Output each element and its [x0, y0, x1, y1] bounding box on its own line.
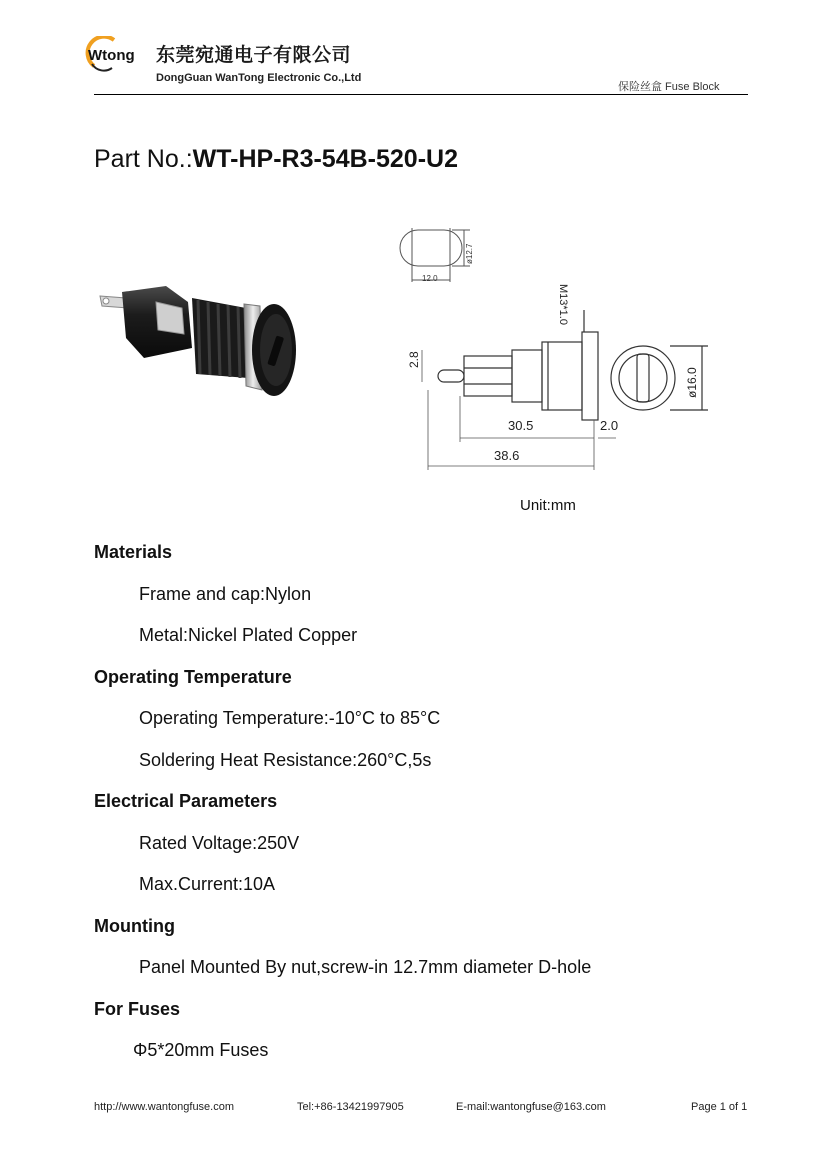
dim-top-width: 12.0: [422, 274, 438, 283]
footer-page-number: Page 1 of 1: [691, 1101, 748, 1113]
footer-tel: Tel:+86-13421997905: [297, 1101, 404, 1113]
dim-body-length: 30.5: [508, 418, 534, 433]
product-photo: [96, 278, 306, 418]
spec-item: Φ5*20mm Fuses: [133, 1040, 269, 1060]
company-logo: [84, 36, 150, 72]
section-heading-materials: Materials: [94, 542, 173, 562]
spec-item: Rated Voltage:250V: [139, 833, 300, 853]
header-divider: [94, 94, 748, 95]
footer-website[interactable]: http://www.wantongfuse.com: [94, 1101, 235, 1113]
logo-text: Wtong: [88, 47, 135, 64]
section-heading-temperature: Operating Temperature: [94, 667, 292, 687]
dim-total-length: 38.6: [494, 448, 520, 463]
section-heading-electrical: Electrical Parameters: [94, 791, 278, 811]
footer-email[interactable]: E-mail:wantongfuse@163.com: [456, 1101, 606, 1113]
spec-item: Max.Current:10A: [139, 874, 276, 894]
spec-item: Metal:Nickel Plated Copper: [139, 625, 358, 645]
unit-label: Unit:mm: [520, 497, 576, 514]
page-title: [94, 145, 458, 174]
company-name-cn: 东莞宛通电子有限公司: [156, 45, 352, 66]
part-number-prefix: Part No.:: [94, 145, 193, 173]
dim-flange: 2.0: [600, 418, 619, 433]
spec-item: Frame and cap:Nylon: [139, 584, 312, 604]
document-type: 保险丝盒 Fuse Block: [618, 81, 720, 93]
dim-top-diameter: ø12.7: [465, 243, 474, 264]
part-number: WT-HP-R3-54B-520-U2: [192, 145, 458, 173]
dim-thread: M13*1.0: [557, 284, 569, 325]
thread-ribs: [192, 298, 248, 378]
spec-item: Panel Mounted By nut,screw-in 12.7mm diameter D-hole: [139, 957, 592, 977]
section-heading-fuses: For Fuses: [94, 999, 181, 1019]
side-view: [438, 310, 598, 420]
spec-item: Soldering Heat Resistance:260°C,5s: [139, 750, 432, 770]
company-name-en: DongGuan WanTong Electronic Co.,Ltd: [156, 72, 362, 84]
technical-drawing: [398, 220, 728, 472]
dim-tab: 2.8: [407, 351, 421, 368]
spec-item: Operating Temperature:-10°C to 85°C: [139, 708, 441, 728]
section-heading-mounting: Mounting: [94, 916, 175, 936]
dim-front-diameter: ø16.0: [685, 367, 699, 398]
